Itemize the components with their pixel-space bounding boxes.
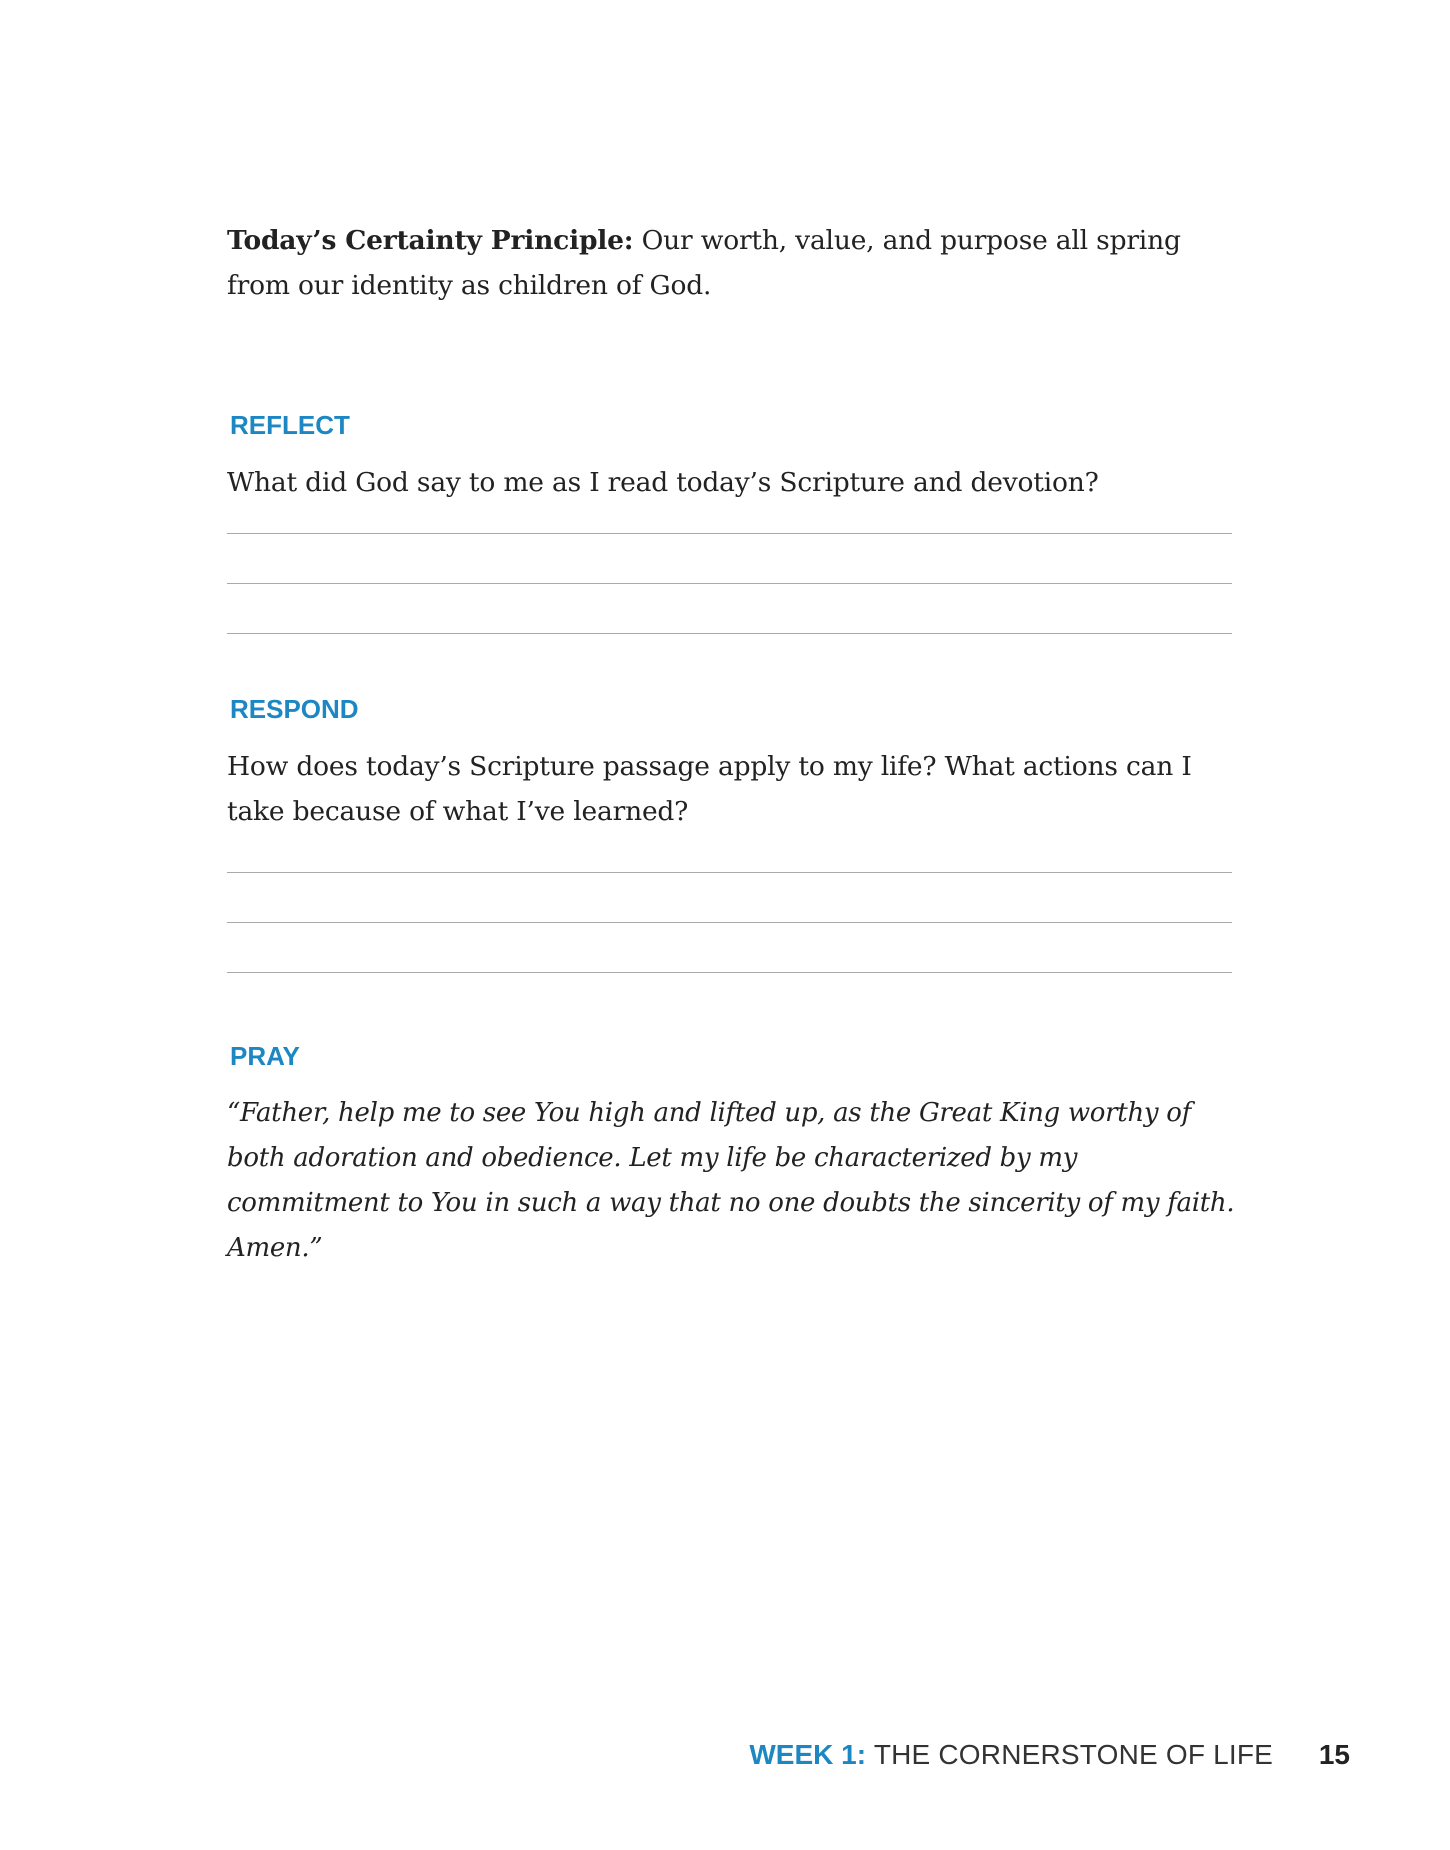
- prayer-text: “Father, help me to see You high and lifted up, as the Great King worthy of both adoration and obedience. Let my life be characterized by my commitment to You in such a way that no one doubts the sincerity of my faith. Amen.”: [227, 1098, 1235, 1263]
- respond-heading: RESPOND: [230, 694, 359, 724]
- respond-prompt: How does today’s Scripture passage apply to my life? What actions can I take because of what I’ve learned?: [227, 751, 1192, 827]
- reflect-prompt: What did God say to me as I read today’s Scripture and devotion?: [227, 467, 1099, 498]
- page-content: [227, 218, 1237, 1271]
- respond-line[interactable]: [227, 972, 1232, 973]
- page-footer: [749, 1738, 1350, 1772]
- respond-writing-lines: [227, 834, 1237, 973]
- certainty-principle: [227, 218, 1237, 308]
- page-number: 15: [1318, 1739, 1350, 1770]
- reflect-heading: REFLECT: [230, 410, 350, 440]
- footer-week: WEEK 1:: [749, 1739, 867, 1770]
- certainty-principle-label: Today’s Certainty Principle:: [227, 225, 634, 256]
- footer-title: THE CORNERSTONE OF LIFE: [873, 1739, 1274, 1770]
- certainty-principle-text: Our worth, value, and purpose all spring from our identity as children of God.: [227, 225, 1181, 301]
- pray-heading: PRAY: [230, 1041, 300, 1071]
- reflect-writing-lines: [227, 505, 1237, 634]
- reflect-line[interactable]: [227, 633, 1232, 634]
